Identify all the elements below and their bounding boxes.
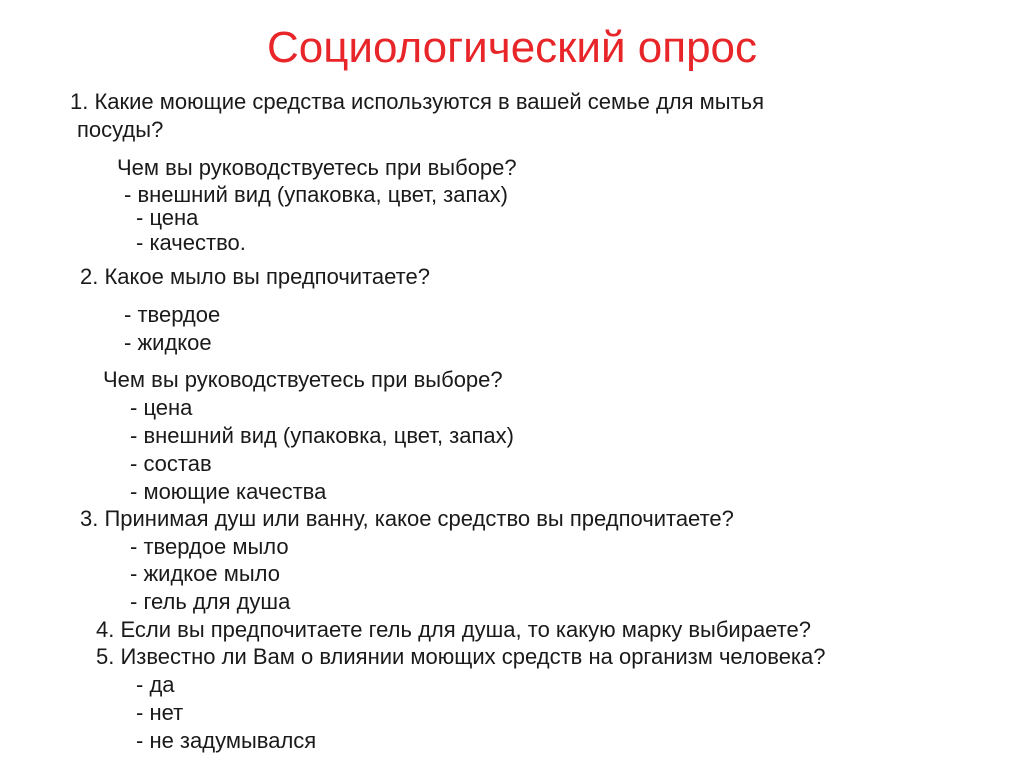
question-4: 4. Если вы предпочитаете гель для душа, то какую марку выбираете?	[96, 617, 811, 642]
question-3-option: - жидкое мыло	[130, 561, 280, 586]
question-1-option: - внешний вид (упаковка, цвет, запах)	[124, 182, 508, 207]
question-2-criterion: - внешний вид (упаковка, цвет, запах)	[130, 423, 514, 448]
question-1-subquestion: Чем вы руководствуетесь при выборе?	[117, 155, 517, 180]
question-1-option: - цена	[136, 205, 199, 230]
question-2-criterion: - цена	[130, 395, 193, 420]
question-5-option: - не задумывался	[136, 728, 317, 753]
question-1-line-2: посуды?	[77, 117, 164, 142]
slide-title: Социологический опрос	[266, 23, 758, 72]
question-2-criterion: - моющие качества	[130, 479, 327, 504]
question-5-option: - да	[136, 672, 175, 697]
question-2-option: - жидкое	[124, 330, 212, 355]
question-3-option: - твердое мыло	[130, 534, 289, 559]
question-5-option: - нет	[136, 700, 184, 725]
question-2: 2. Какое мыло вы предпочитаете?	[80, 264, 430, 289]
question-3: 3. Принимая душ или ванну, какое средство вы предпочитаете?	[80, 506, 734, 531]
question-2-criterion: - состав	[130, 451, 212, 476]
question-1-option: - качество.	[136, 230, 246, 255]
question-5: 5. Известно ли Вам о влиянии моющих средств на организм человека?	[96, 644, 826, 669]
question-3-option: - гель для душа	[130, 589, 291, 614]
question-2-subquestion: Чем вы руководствуетесь при выборе?	[103, 367, 503, 392]
question-1-line-1: 1. Какие моющие средства используются в вашей семье для мытья	[70, 89, 765, 114]
question-2-option: - твердое	[124, 302, 221, 327]
